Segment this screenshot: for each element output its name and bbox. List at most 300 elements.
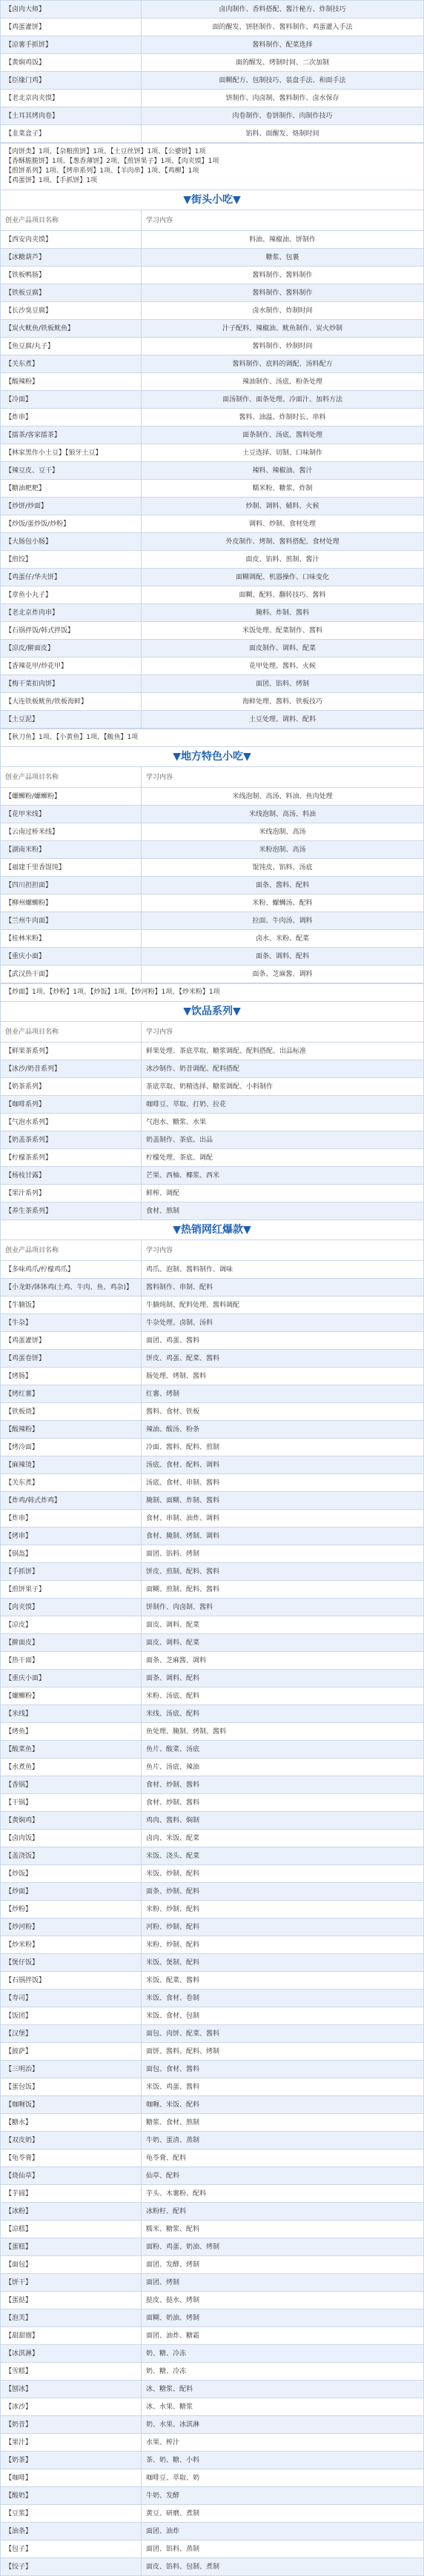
cell-learning-content: 酱料制作、炒制时间 bbox=[142, 338, 424, 355]
cell-product-name: 【冰糖葫芦】 bbox=[1, 249, 142, 267]
cell-learning-content: 黄豆、研磨、煮制 bbox=[142, 2505, 424, 2523]
cell-product-name: 【甜甜圈】 bbox=[1, 2327, 142, 2345]
table-row bbox=[1, 675, 424, 693]
cell-learning-content: 米饭、配菜、酱料 bbox=[142, 1972, 424, 1990]
table-row bbox=[1, 1060, 424, 1078]
table-row bbox=[1, 1847, 424, 1865]
table-row bbox=[1, 1297, 424, 1314]
table-row bbox=[1, 90, 424, 107]
table-row bbox=[1, 894, 424, 912]
cell-product-name: 【杨枝甘露】 bbox=[1, 1167, 142, 1185]
cell-learning-content: 外皮制作、烤制、酱料搭配、食材处理 bbox=[142, 533, 424, 551]
cell-learning-content: 卤水制作、炸制时间 bbox=[142, 302, 424, 320]
table-row bbox=[1, 2203, 424, 2221]
cell-product-name: 【湖南米粉】 bbox=[1, 841, 142, 859]
cell-product-name: 【三明治】 bbox=[1, 2061, 142, 2078]
cell-product-name: 【鲜果茶系列】 bbox=[1, 1043, 142, 1060]
table-row bbox=[1, 1314, 424, 1332]
cell-product-name: 【蛋挞】 bbox=[1, 2292, 142, 2309]
table-row bbox=[1, 125, 424, 143]
street-section bbox=[0, 190, 424, 747]
table-row bbox=[1, 54, 424, 72]
cell-learning-content: 咖喱、米饭、配料 bbox=[142, 2096, 424, 2114]
cell-learning-content: 面条、炒制、配料 bbox=[142, 1883, 424, 1901]
cell-product-name: 【鱼豆腐/丸子】 bbox=[1, 338, 142, 355]
cell-product-name: 【煎饺】 bbox=[1, 551, 142, 569]
table-row bbox=[1, 2540, 424, 2558]
table-row bbox=[1, 966, 424, 983]
cell-product-name: 【梅干菜扣肉饼】 bbox=[1, 675, 142, 693]
table-row bbox=[1, 1261, 424, 1279]
cell-product-name: 【养生茶系列】 bbox=[1, 1202, 142, 1220]
cell-learning-content: 酱料制作、酱料制作 bbox=[142, 284, 424, 302]
cell-learning-content: 面条、酱料、配料 bbox=[142, 877, 424, 894]
cell-learning-content: 米线泡制、高汤、料油、鱼肉处理 bbox=[142, 788, 424, 806]
table-row bbox=[1, 1114, 424, 1131]
table-row bbox=[1, 658, 424, 675]
table-row bbox=[1, 426, 424, 444]
cell-learning-content: 面条、芝麻酱、调料 bbox=[142, 966, 424, 983]
cell-learning-content: 冰、水果、糖浆 bbox=[142, 2398, 424, 2416]
cell-learning-content: 米饭、食材、包制 bbox=[142, 2007, 424, 2025]
cell-product-name: 【兰州牛肉面】 bbox=[1, 912, 142, 930]
cell-learning-content: 面团、鸡蛋、酱料 bbox=[142, 1332, 424, 1350]
table-row bbox=[1, 1901, 424, 1918]
cell-learning-content: 米线泡制、高汤、料油 bbox=[142, 806, 424, 823]
table-row bbox=[1, 1652, 424, 1670]
table-row bbox=[1, 693, 424, 711]
table-row bbox=[1, 1581, 424, 1599]
cell-product-name: 【卤肉大师】 bbox=[1, 1, 142, 19]
table-row bbox=[1, 2505, 424, 2523]
cell-product-name: 【冷面】 bbox=[1, 391, 142, 409]
table-row bbox=[1, 1185, 424, 1202]
table-row bbox=[1, 1096, 424, 1114]
header-cell-content: 学习内容 bbox=[142, 210, 424, 231]
cell-product-name: 【黄焖鸡饭】 bbox=[1, 54, 142, 72]
table-row bbox=[1, 2221, 424, 2238]
cell-product-name: 【肉夹馍】 bbox=[1, 1599, 142, 1616]
table-row bbox=[1, 391, 424, 409]
cell-product-name: 【锅盔】 bbox=[1, 1545, 142, 1563]
cell-learning-content: 咖啡豆、萃取、奶 bbox=[142, 2469, 424, 2487]
cell-product-name: 【辣豆皮、豆干】 bbox=[1, 462, 142, 480]
cell-product-name: 【关东煮】 bbox=[1, 1474, 142, 1492]
cell-product-name: 【牛杂】 bbox=[1, 1314, 142, 1332]
table-row bbox=[1, 1812, 424, 1830]
cell-product-name: 【鸡蛋灌饼】 bbox=[1, 1332, 142, 1350]
table-row bbox=[1, 1936, 424, 1954]
cell-product-name: 【长沙臭豆腐】 bbox=[1, 302, 142, 320]
cell-learning-content: 炒制、调料、辅料、火候 bbox=[142, 498, 424, 515]
cell-product-name: 【花甲米线】 bbox=[1, 806, 142, 823]
cell-product-name: 【炒面】 bbox=[1, 1883, 142, 1901]
cell-product-name: 【糖油粑粑】 bbox=[1, 480, 142, 498]
cell-product-name: 【鸡蛋卷饼】 bbox=[1, 1350, 142, 1368]
cell-learning-content: 面条制作、汤底、酱料处理 bbox=[142, 426, 424, 444]
cell-learning-content: 食材、熬制 bbox=[142, 1202, 424, 1220]
table-row bbox=[1, 2078, 424, 2096]
cell-learning-content: 酱料制作、串制、配料 bbox=[142, 1279, 424, 1297]
cell-learning-content: 面皮制作、调料、配菜 bbox=[142, 640, 424, 658]
cell-learning-content: 饼皮、煎制、配料、酱料 bbox=[142, 1563, 424, 1581]
table-row bbox=[1, 2398, 424, 2416]
cell-learning-content: 米线泡制、高汤 bbox=[142, 823, 424, 841]
cell-product-name: 【黄焖鸡】 bbox=[1, 1812, 142, 1830]
cell-learning-content: 鱼片、汤底、辣油 bbox=[142, 1759, 424, 1776]
cell-learning-content: 土豆选择、切制、口味制作 bbox=[142, 444, 424, 462]
table-row bbox=[1, 2043, 424, 2061]
cell-learning-content: 拉面、牛肉汤、调料 bbox=[142, 912, 424, 930]
table-row bbox=[1, 409, 424, 426]
table-header-row bbox=[1, 210, 424, 231]
cell-learning-content: 面团、烤制 bbox=[142, 2274, 424, 2292]
cell-product-name: 【烧仙草】 bbox=[1, 2167, 142, 2185]
table-row bbox=[1, 2345, 424, 2363]
cell-product-name: 【牛腩饭】 bbox=[1, 1297, 142, 1314]
cell-product-name: 【铁板鸭肠】 bbox=[1, 267, 142, 284]
regional-section bbox=[0, 747, 424, 1002]
table-row bbox=[1, 1883, 424, 1901]
table-row bbox=[1, 107, 424, 125]
cell-learning-content: 龟苓膏、配料 bbox=[142, 2150, 424, 2167]
cell-learning-content: 面条、调料、配料 bbox=[142, 948, 424, 966]
table-header-row bbox=[1, 1240, 424, 1261]
table-row bbox=[1, 1794, 424, 1812]
cell-product-name: 【重庆小面】 bbox=[1, 948, 142, 966]
cell-learning-content: 鸡肉、酱料、焖制 bbox=[142, 1812, 424, 1830]
cell-learning-content: 汤底、食材、配料、调料 bbox=[142, 1456, 424, 1474]
cell-learning-content: 冰粉籽、配料 bbox=[142, 2203, 424, 2221]
table-row bbox=[1, 533, 424, 551]
table-row bbox=[1, 2256, 424, 2274]
table-row bbox=[1, 1332, 424, 1350]
header-cell-name: 创业产品项目名称 bbox=[1, 1022, 142, 1043]
cell-product-name: 【包子】 bbox=[1, 2540, 142, 2558]
table-row bbox=[1, 1456, 424, 1474]
cell-product-name: 【凉皮】 bbox=[1, 1616, 142, 1634]
section-title-hot: ▼热销网红爆款▼ bbox=[0, 1220, 424, 1240]
cell-product-name: 【炒河粉】 bbox=[1, 1918, 142, 1936]
table-row bbox=[1, 2096, 424, 2114]
cell-learning-content: 馅料、面醒发、烙制时间 bbox=[142, 125, 424, 143]
cell-product-name: 【擂茶/客家擂茶】 bbox=[1, 426, 142, 444]
cell-product-name: 【冰沙】 bbox=[1, 2398, 142, 2416]
hot-table bbox=[0, 1240, 424, 2576]
cell-product-name: 【气泡水系列】 bbox=[1, 1114, 142, 1131]
cell-product-name: 【奶茶】 bbox=[1, 2452, 142, 2469]
table-row bbox=[1, 948, 424, 966]
table-row bbox=[1, 1723, 424, 1741]
cell-product-name: 【烤肠】 bbox=[1, 1368, 142, 1385]
cell-product-name: 【雪糕】 bbox=[1, 2363, 142, 2381]
cell-product-name: 【冰沙/奶昔系列】 bbox=[1, 1060, 142, 1078]
cell-learning-content: 奶盖制作、茶底、出品 bbox=[142, 1131, 424, 1149]
cell-product-name: 【咖喱饭】 bbox=[1, 2096, 142, 2114]
cell-learning-content: 汤底、食材、串制、酱料 bbox=[142, 1474, 424, 1492]
cell-product-name: 【鸡蛋灌饼】 bbox=[1, 19, 142, 36]
table-row bbox=[1, 1202, 424, 1220]
cell-learning-content: 面糊、奶油、烤制 bbox=[142, 2309, 424, 2327]
cell-product-name: 【凉皮/擀面皮】 bbox=[1, 640, 142, 658]
cell-learning-content: 土豆处理、调料、配料 bbox=[142, 711, 424, 729]
cell-learning-content: 面团、馅料、烤制 bbox=[142, 1545, 424, 1563]
table-row bbox=[1, 267, 424, 284]
cell-learning-content: 面包、食材、酱料 bbox=[142, 2061, 424, 2078]
cell-learning-content: 牛奶、蛋清、蒸制 bbox=[142, 2132, 424, 2150]
cell-learning-content: 辣油、酸汤、粉条 bbox=[142, 1421, 424, 1439]
table-row bbox=[1, 1990, 424, 2007]
cell-learning-content: 米粉泡制、高汤 bbox=[142, 841, 424, 859]
table-row bbox=[1, 806, 424, 823]
drinks-table bbox=[0, 1021, 424, 1220]
table-row bbox=[1, 2381, 424, 2398]
cell-learning-content: 花甲处理、酱料、火候 bbox=[142, 658, 424, 675]
cell-product-name: 【煲仔饭】 bbox=[1, 1954, 142, 1972]
cell-learning-content: 食材、炒制、酱料 bbox=[142, 1776, 424, 1794]
regional-note: 【炒面】1项、【炒粉】1项、【炒饭】1项、【炒河粉】1项、【炒米粉】1项 bbox=[0, 983, 424, 1002]
table-row bbox=[1, 462, 424, 480]
cell-learning-content: 料油、辣椒油、饼制作 bbox=[142, 231, 424, 249]
cell-product-name: 【鸡蛋仔/华夫饼】 bbox=[1, 569, 142, 586]
cell-learning-content: 鱼处理、腌制、烤制、酱料 bbox=[142, 1723, 424, 1741]
table-row bbox=[1, 338, 424, 355]
cell-learning-content: 饼制作、肉卤制、酱料制作、卤水保存 bbox=[142, 90, 424, 107]
table-row bbox=[1, 231, 424, 249]
cell-learning-content: 面团、馅料、蒸制 bbox=[142, 2540, 424, 2558]
cell-learning-content: 卤肉、米饭、配菜 bbox=[142, 1830, 424, 1847]
cell-learning-content: 奶、水果、冰淇淋 bbox=[142, 2416, 424, 2434]
table-row bbox=[1, 302, 424, 320]
table-row bbox=[1, 1563, 424, 1581]
cell-product-name: 【米线】 bbox=[1, 1705, 142, 1723]
cell-product-name: 【柠檬茶系列】 bbox=[1, 1149, 142, 1167]
table-row bbox=[1, 1131, 424, 1149]
cell-product-name: 【螺蛳粉/螺蛳粉】 bbox=[1, 788, 142, 806]
cell-product-name: 【泡芙】 bbox=[1, 2309, 142, 2327]
cell-learning-content: 酱料制作、酱料制作 bbox=[142, 267, 424, 284]
cell-learning-content: 食材、炒制、酱料 bbox=[142, 1794, 424, 1812]
cell-product-name: 【烤鱼】 bbox=[1, 1723, 142, 1741]
cell-product-name: 【饺子】 bbox=[1, 2558, 142, 2576]
top-table-section bbox=[0, 0, 424, 190]
cell-product-name: 【林家黑作小土豆】【狼牙土豆】 bbox=[1, 444, 142, 462]
table-row bbox=[1, 640, 424, 658]
cell-learning-content: 米饭、炒制、配料 bbox=[142, 1865, 424, 1883]
cell-learning-content: 酱料制作、底料的调配、汤料配方 bbox=[142, 355, 424, 373]
cell-product-name: 【炸鸡/韩式炸鸡】 bbox=[1, 1492, 142, 1510]
cell-learning-content: 红薯、烤制 bbox=[142, 1385, 424, 1403]
section-title-street: ▼街头小吃▼ bbox=[0, 190, 424, 210]
table-row bbox=[1, 930, 424, 948]
cell-learning-content: 奶、糖、冷冻 bbox=[142, 2345, 424, 2363]
cell-product-name: 【酸菜鱼】 bbox=[1, 1741, 142, 1759]
table-row bbox=[1, 1759, 424, 1776]
table-row bbox=[1, 1279, 424, 1297]
cell-learning-content: 面条、芝麻酱、调料 bbox=[142, 1652, 424, 1670]
cell-learning-content: 咖啡豆、萃取、打奶、拉花 bbox=[142, 1096, 424, 1114]
table-row bbox=[1, 2132, 424, 2150]
table-row bbox=[1, 1545, 424, 1563]
table-row bbox=[1, 622, 424, 640]
cell-learning-content: 面团、发酵、烤制 bbox=[142, 2256, 424, 2274]
table-row bbox=[1, 1741, 424, 1759]
cell-product-name: 【香锅】 bbox=[1, 1776, 142, 1794]
cell-learning-content: 挞皮、挞水、烤制 bbox=[142, 2292, 424, 2309]
cell-learning-content: 米饭、鸡蛋、酱料 bbox=[142, 2078, 424, 2096]
cell-product-name: 【披萨】 bbox=[1, 2043, 142, 2061]
table-row bbox=[1, 2274, 424, 2292]
table-row bbox=[1, 1439, 424, 1456]
cell-learning-content: 奶、糖、冷冻 bbox=[142, 2363, 424, 2381]
table-row bbox=[1, 1078, 424, 1096]
cell-learning-content: 米饭、食材、卷制 bbox=[142, 1990, 424, 2007]
table-row bbox=[1, 2523, 424, 2540]
table-row bbox=[1, 36, 424, 54]
cell-learning-content: 酱料、油温、炸制时长、串料 bbox=[142, 409, 424, 426]
table-row bbox=[1, 1167, 424, 1185]
section-title-regional: ▼地方特色小吃▼ bbox=[0, 747, 424, 766]
cell-learning-content: 面糊、配料、翻转技巧、酱料 bbox=[142, 586, 424, 604]
table-row bbox=[1, 1421, 424, 1439]
table-row bbox=[1, 480, 424, 498]
drinks-section bbox=[0, 1002, 424, 1220]
cell-product-name: 【老北京炸肉串】 bbox=[1, 604, 142, 622]
table-row bbox=[1, 586, 424, 604]
cell-learning-content: 肠处理、烤制、酱料 bbox=[142, 1368, 424, 1385]
cell-learning-content: 鱼片、酸菜、汤底 bbox=[142, 1741, 424, 1759]
table-row bbox=[1, 1385, 424, 1403]
table-row bbox=[1, 1528, 424, 1545]
cell-learning-content: 鸡爪、泡制、酱料制作、调味 bbox=[142, 1261, 424, 1279]
table-row bbox=[1, 2416, 424, 2434]
cell-product-name: 【土豆泥】 bbox=[1, 711, 142, 729]
cell-product-name: 【臣缘门鸡】 bbox=[1, 72, 142, 90]
cell-learning-content: 面皮、调料、配菜 bbox=[142, 1616, 424, 1634]
cell-learning-content: 腌制、面糊、炸制、酱料 bbox=[142, 1492, 424, 1510]
table-row bbox=[1, 859, 424, 877]
table-row bbox=[1, 284, 424, 302]
cell-product-name: 【龟苓膏】 bbox=[1, 2150, 142, 2167]
cell-product-name: 【汉堡】 bbox=[1, 2025, 142, 2043]
cell-learning-content: 面皮、馅料、包制、煮制 bbox=[142, 2558, 424, 2576]
table-row bbox=[1, 841, 424, 859]
hot-section bbox=[0, 1220, 424, 2576]
table-row bbox=[1, 1043, 424, 1060]
cell-product-name: 【香辣花甲/炒花甲】 bbox=[1, 658, 142, 675]
cell-learning-content: 卤肉制作、香料搭配、酱汁秘方、炸制技巧 bbox=[142, 1, 424, 19]
cell-product-name: 【凉糕】 bbox=[1, 2221, 142, 2238]
table-row bbox=[1, 2292, 424, 2309]
cell-product-name: 【关东煮】 bbox=[1, 355, 142, 373]
table-row bbox=[1, 1687, 424, 1705]
cell-product-name: 【擀面皮】 bbox=[1, 1634, 142, 1652]
cell-learning-content: 馄饨皮、馅料、汤底 bbox=[142, 859, 424, 877]
table-row bbox=[1, 551, 424, 569]
cell-learning-content: 面团、馅料、烤制 bbox=[142, 675, 424, 693]
cell-learning-content: 食材、串制、油炸、调料 bbox=[142, 1510, 424, 1528]
cell-learning-content: 气泡水、糖浆、水果 bbox=[142, 1114, 424, 1131]
cell-product-name: 【螺蛳粉】 bbox=[1, 1687, 142, 1705]
table-row bbox=[1, 2452, 424, 2469]
table-row bbox=[1, 19, 424, 36]
table-row bbox=[1, 1510, 424, 1528]
table-row bbox=[1, 1865, 424, 1883]
cell-learning-content: 海鲜处理、酱料、铁板技巧 bbox=[142, 693, 424, 711]
cell-product-name: 【炒饼/炒面】 bbox=[1, 498, 142, 515]
cell-product-name: 【炒饭】 bbox=[1, 1865, 142, 1883]
table-row bbox=[1, 2114, 424, 2132]
table-row bbox=[1, 320, 424, 338]
cell-learning-content: 柠檬处理、茶底、调配 bbox=[142, 1149, 424, 1167]
table-row bbox=[1, 355, 424, 373]
cell-learning-content: 茶、奶、糖、小料 bbox=[142, 2452, 424, 2469]
cell-product-name: 【油条】 bbox=[1, 2523, 142, 2540]
cell-product-name: 【凉薯手抓饼】 bbox=[1, 36, 142, 54]
cell-product-name: 【土耳其烤肉卷】 bbox=[1, 107, 142, 125]
cell-product-name: 【炒粉】 bbox=[1, 1901, 142, 1918]
cell-learning-content: 芋头、木薯粉、配料 bbox=[142, 2185, 424, 2203]
cell-learning-content: 面团、油炸、糖霜 bbox=[142, 2327, 424, 2345]
table-row bbox=[1, 72, 424, 90]
table-row bbox=[1, 249, 424, 267]
cell-product-name: 【烤红薯】 bbox=[1, 1385, 142, 1403]
cell-product-name: 【芋圆】 bbox=[1, 2185, 142, 2203]
table-row bbox=[1, 444, 424, 462]
table-row bbox=[1, 515, 424, 533]
header-cell-content: 学习内容 bbox=[142, 1022, 424, 1043]
cell-product-name: 【酸辣粉】 bbox=[1, 1421, 142, 1439]
table-row bbox=[1, 1776, 424, 1794]
table-row bbox=[1, 2185, 424, 2203]
cell-learning-content: 冰、糖浆、配料 bbox=[142, 2381, 424, 2398]
cell-product-name: 【多味鸡爪/柠檬鸡爪】 bbox=[1, 1261, 142, 1279]
cell-learning-content: 面糊配方、包制技巧、装盘手法、和面手法 bbox=[142, 72, 424, 90]
cell-learning-content: 芒果、西柚、椰浆、西米 bbox=[142, 1167, 424, 1185]
cell-learning-content: 腌料、炸制、酱料 bbox=[142, 604, 424, 622]
cell-learning-content: 糖浆、包裹 bbox=[142, 249, 424, 267]
header-cell-name: 创业产品项目名称 bbox=[1, 767, 142, 788]
cell-product-name: 【桂林米粉】 bbox=[1, 930, 142, 948]
header-cell-name: 创业产品项目名称 bbox=[1, 210, 142, 231]
cell-learning-content: 米粉、螺蛳汤、配料 bbox=[142, 894, 424, 912]
table-row bbox=[1, 1368, 424, 1385]
street-note: 【秋刀鱼】1项、【小黄鱼】1项、【鲅鱼】1项 bbox=[0, 729, 424, 747]
cell-learning-content: 面的醒发、烤制时间、二次加制 bbox=[142, 54, 424, 72]
cell-learning-content: 辣油制作、汤底、粉条处理 bbox=[142, 373, 424, 391]
table-row bbox=[1, 569, 424, 586]
table-row bbox=[1, 2150, 424, 2167]
cell-learning-content: 面皮、调料、配菜 bbox=[142, 1634, 424, 1652]
cell-learning-content: 鲜果处理、茶底萃取、糖浆调配、配料搭配、出品标准 bbox=[142, 1043, 424, 1060]
cell-learning-content: 酱料制作、配菜选择 bbox=[142, 36, 424, 54]
cell-product-name: 【酸奶】 bbox=[1, 2487, 142, 2505]
table-row bbox=[1, 1, 424, 19]
table-row bbox=[1, 2167, 424, 2185]
cell-product-name: 【炸串】 bbox=[1, 1510, 142, 1528]
table-row bbox=[1, 2558, 424, 2576]
cell-product-name: 【炒米粉】 bbox=[1, 1936, 142, 1954]
cell-product-name: 【云南过桥米线】 bbox=[1, 823, 142, 841]
cell-product-name: 【热干面】 bbox=[1, 1652, 142, 1670]
cell-product-name: 【西安肉夹馍】 bbox=[1, 231, 142, 249]
cell-learning-content: 米粉、汤底、配料 bbox=[142, 1687, 424, 1705]
table-row bbox=[1, 373, 424, 391]
table-header-row bbox=[1, 767, 424, 788]
table-row bbox=[1, 2007, 424, 2025]
cell-learning-content: 米粉、炒制、配料 bbox=[142, 1901, 424, 1918]
cell-product-name: 【大连铁板鱿鱼/铁板海鲜】 bbox=[1, 693, 142, 711]
